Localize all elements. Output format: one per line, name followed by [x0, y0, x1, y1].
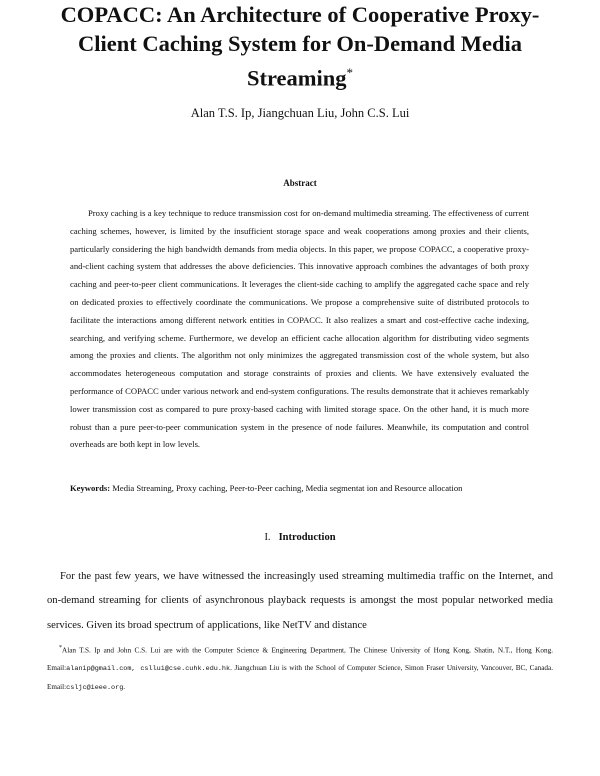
footnote-mark: *	[59, 645, 62, 651]
author-list: Alan T.S. Ip, Jiangchuan Liu, John C.S. Lui	[190, 106, 410, 120]
section-title: Introduction	[278, 532, 336, 543]
footnote-email-2: csljc@ieee.org	[66, 683, 124, 692]
section-number: I.	[264, 532, 271, 543]
paper-title	[40, 0, 560, 93]
keywords	[70, 480, 529, 498]
footnote-text-1: Alan T.S. Ip and John C.S. Lui are with the Computer Science & Engineering Department, The Chinese University of Hong Kong, Shatin, N.T., Hong Kong. Email:	[47, 646, 553, 672]
footnote-text-2: . Jiangchuan Liu is with the School of Computer Science, Simon Fraser University, Vancouver, BC, Canada. Email:	[47, 663, 554, 691]
keywords-label: Keywords:	[70, 483, 111, 493]
abstract-text: Proxy caching is a key technique to reduce transmission cost for on-demand multimedia streaming. The effectiveness of current caching schemes, however, is limited by the insufficient storage space and weak cooperations among proxies and their clients, particularly considering the high bandwidth demands from media objects. In this paper, we propose COPACC, a cooperative proxy-and-client caching system that addresses the above deficiencies. This innovative approach combines the advantages of both proxy caching and peer-to-peer client communications. It leverages the client-side caching to amplify the aggregated cache space and rely on dedicated proxies to effectively coordinate the communications. We propose a comprehensive suite of distributed protocols to facilitate the interactions among different network entities in COPACC. It also realizes a smart and cost-effective cache indexing, searching, and verifying scheme. Furthermore, we develop an efficient cache allocation algorithm for distributing video segments among the proxies and clients. The algorithm not only minimizes the aggregated transmission cost of the whole system, but also accommodates heterogeneous computation and storage constraints of proxies and clients. We have extensively evaluated the performance of COPACC under various network and end-system configurations. The results demonstrate that it achieves remarkably lower transmission cost as compared to pure proxy-based caching with limited storage space. On the other hand, it is much more robust than a pure peer-to-peer communication system in the presence of node failures. Meanwhile, its computation and control overheads are both kept in low levels.	[70, 208, 529, 450]
intro-paragraph: For the past few years, we have witnessed the increasingly used streaming multimedia traffic on the Internet, and on-demand streaming for clients of asynchronous playback requests is amongst the most popular networked media services. Given its broad spectrum of applications, like NetTV and distance	[47, 571, 553, 631]
abstract-heading: Abstract	[283, 178, 317, 188]
footnote-end: .	[123, 682, 126, 691]
keywords-list: Media Streaming, Proxy caching, Peer-to-Peer caching, Media segmentat ion and Resource allocation	[112, 483, 463, 493]
footnote-email-1: alanip@gmail.com, csllui@cse.cuhk.edu.hk	[66, 664, 231, 673]
footnote	[47, 640, 553, 697]
section-heading	[0, 532, 600, 543]
title-footnote-mark: *	[346, 65, 354, 80]
paper-title-text: COPACC: An Architecture of Cooperative Proxy-Client Caching System for On-Demand Media Streaming	[60, 2, 540, 91]
